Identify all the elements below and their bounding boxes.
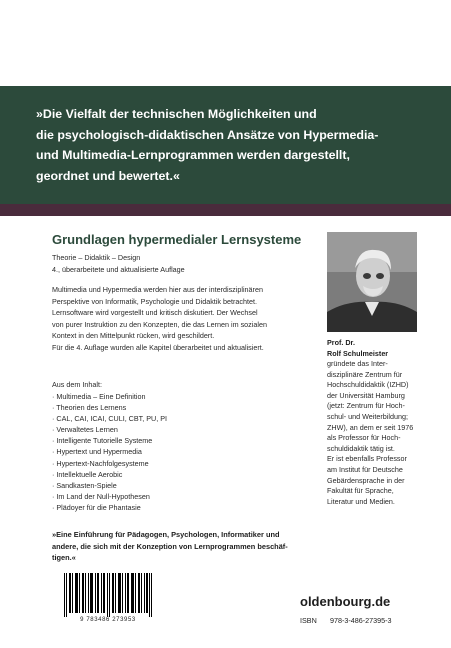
bottom-quote-line: tigen.«: [52, 553, 76, 563]
contents-item: · Hypertext und Hypermedia: [52, 447, 142, 457]
contents-item: · Sandkasten-Spiele: [52, 480, 117, 490]
author-photo: [327, 232, 417, 332]
contents-item: · Verwaltetes Lernen: [52, 425, 118, 435]
banner-quote: [36, 104, 436, 186]
bio-line: Gebärdensprache in der: [327, 475, 405, 485]
contents-item: · Plädoyer für die Phantasie: [52, 502, 141, 512]
contents-item: · Intellektuelle Aerobic: [52, 469, 123, 479]
contents-item: · Im Land der Null-Hypothesen: [52, 491, 150, 501]
description-line: von purer Instruktion zu den Konzepten, die das Lernen im sozialen: [52, 319, 267, 329]
author-portrait-image: [327, 232, 417, 332]
bio-line: Literatur und Medien.: [327, 496, 395, 506]
bio-line: Hochschuldidaktik (IZHD): [327, 380, 409, 390]
bottom-quote-line: andere, die sich mit der Konzeption von Lernprogrammen beschäf-: [52, 541, 288, 551]
bio-line: schuldidaktik tätig ist.: [327, 443, 395, 453]
barcode-bars: [64, 573, 152, 617]
author-title: Prof. Dr.: [327, 338, 355, 347]
accent-stripe: [0, 204, 451, 216]
banner-quote-line: geordnet und bewertet.«: [36, 168, 180, 183]
contents-item: · Hypertext-Nachfolgesysteme: [52, 458, 149, 468]
barcode-number: 9 783486 273953: [80, 617, 136, 623]
description-line: Perspektive von Informatik, Psychologie und Didaktik betrachtet.: [52, 296, 257, 306]
book-edition: 4., überarbeitete und aktualisierte Auflage: [52, 265, 185, 274]
bio-line: als Professor für Hoch-: [327, 433, 401, 443]
description-line: Multimedia und Hypermedia werden hier aus der interdisziplinären: [52, 285, 263, 294]
author-bio: [327, 359, 443, 507]
author-fullname: Rolf Schulmeister: [327, 348, 389, 358]
bio-line: schul- und Weiterbildung;: [327, 411, 408, 421]
bio-line: (jetzt: Zentrum für Hoch-: [327, 401, 405, 411]
description-line: Für die 4. Auflage wurden alle Kapitel überarbeitet und aktualisiert.: [52, 342, 264, 352]
top-margin: [0, 0, 451, 86]
isbn-label: ISBN: [300, 616, 317, 625]
contents-item: · CAL, CAI, ICAI, CULI, CBT, PU, PI: [52, 414, 168, 424]
bottom-quote: [52, 529, 352, 564]
author-name: [327, 338, 388, 359]
bio-line: ZHW), an dem er seit 1976: [327, 422, 414, 432]
book-description: [52, 284, 314, 354]
publisher-url[interactable]: oldenbourg.de: [300, 594, 391, 609]
bio-line: disziplinäre Zentrum für: [327, 369, 403, 379]
contents-item: · Multimedia – Eine Definition: [52, 392, 146, 401]
book-subtitle: Theorie – Didaktik – Design: [52, 253, 141, 262]
contents-heading: Aus dem Inhalt:: [52, 380, 102, 389]
banner-quote-line: die psychologisch-didaktischen Ansätze von Hypermedia-: [36, 127, 379, 142]
description-line: Kontext in den Mittelpunkt rücken, wird geschildert.: [52, 331, 215, 341]
book-title: Grundlagen hypermedialer Lernsysteme: [52, 232, 302, 247]
description-line: Lernsoftware wird vorgestellt und kritisch diskutiert. Der Wechsel: [52, 308, 258, 318]
contents-item: · Theorien des Lernens: [52, 403, 127, 413]
bottom-quote-line: »Eine Einführung für Pädagogen, Psychologen, Informatiker und: [52, 530, 280, 539]
barcode: [60, 573, 156, 617]
bio-line: der Universität Hamburg: [327, 390, 405, 400]
banner-quote-line: und Multimedia-Lernprogrammen werden dargestellt,: [36, 148, 350, 162]
bio-line: Er ist ebenfalls Professor: [327, 454, 407, 464]
bio-line: Fakultät für Sprache,: [327, 486, 394, 496]
banner-quote-line: »Die Vielfalt der technischen Möglichkeiten und: [36, 107, 317, 121]
bio-line: gründete das Inter-: [327, 359, 388, 368]
contents-item: · Intelligente Tutorielle Systeme: [52, 436, 153, 446]
contents-list: [52, 391, 167, 513]
isbn-value: 978-3-486-27395-3: [330, 616, 392, 625]
bio-line: am Institut für Deutsche: [327, 464, 403, 474]
